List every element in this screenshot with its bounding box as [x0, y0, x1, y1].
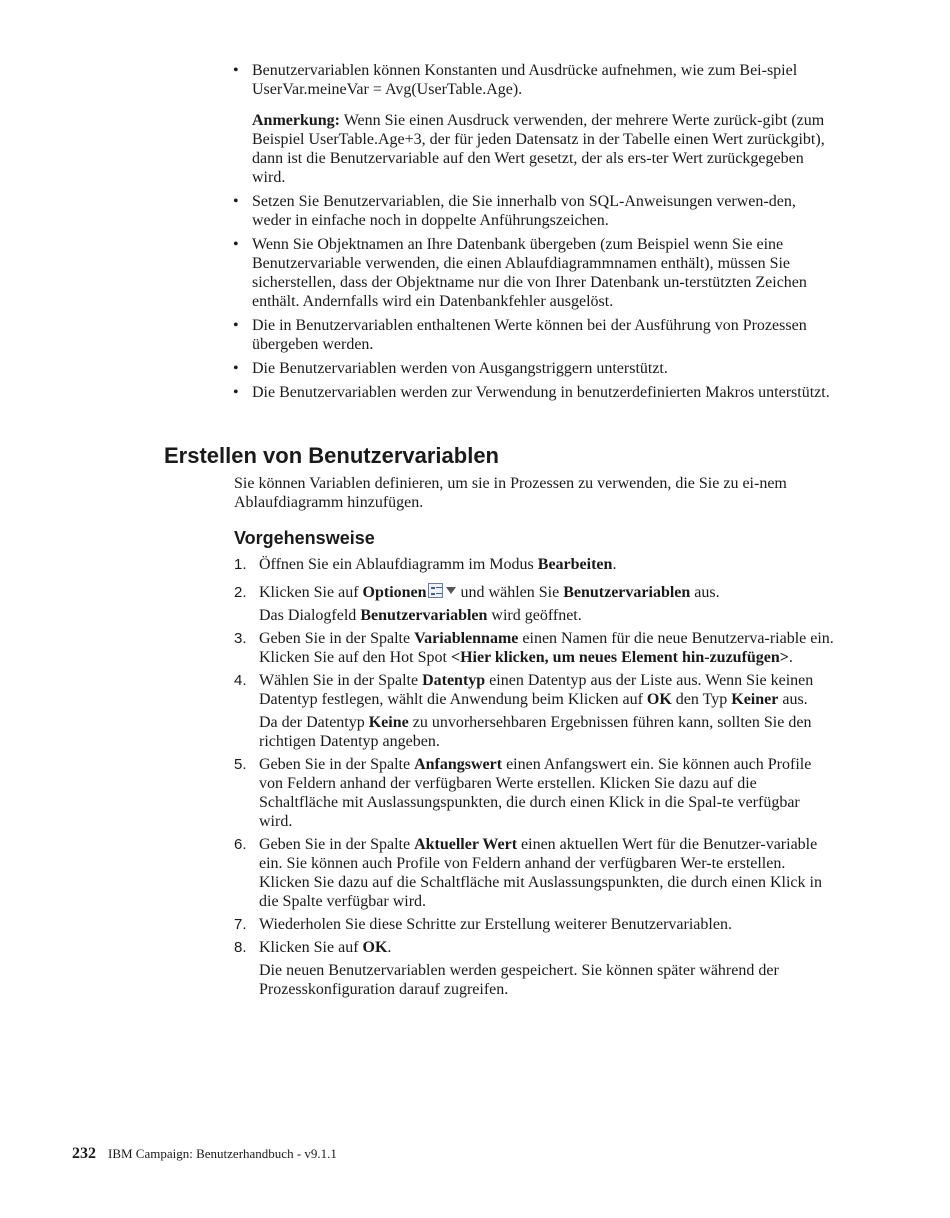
step-item: [234, 835, 834, 911]
note: [252, 111, 833, 187]
step-number: 3.: [234, 630, 247, 647]
note-label: Anmerkung:: [252, 112, 341, 129]
list-item: [233, 359, 833, 378]
step-item: [234, 671, 834, 751]
section-title: Erstellen von Benutzervariablen: [164, 443, 499, 468]
options-menu-icon: [427, 583, 457, 600]
intro-paragraph: Sie können Variablen definieren, um sie in Prozessen zu verwenden, die Sie zu ei-nem Ablaufdiagramm hinzufügen.: [234, 475, 787, 511]
step-bold: Benutzervariablen: [360, 607, 488, 624]
bullet-text: Die Benutzervariablen werden von Ausgangstriggern unterstützt.: [252, 360, 668, 377]
step-number: 2.: [234, 584, 247, 601]
step-text: Geben Sie in der Spalte: [259, 836, 415, 853]
list-item: [233, 316, 833, 354]
bullet-text: Die Benutzervariablen werden zur Verwendung in benutzerdefinierten Makros unterstützt.: [252, 384, 830, 401]
note-text: Wenn Sie einen Ausdruck verwenden, der mehrere Werte zurück-gibt (zum Beispiel UserTable.Age+3, der für jeden Datensatz in der Tabelle einen Wert zurückgibt), dann ist die Benutzervariable auf den Wert gesetzt, der als ers-ter Wert zurückgegeben wird.: [252, 112, 825, 186]
bullet-marker: •: [233, 360, 239, 377]
step-bold: Aktueller Wert: [414, 836, 518, 853]
step-text: einen Namen für die neue Benutzerva-riable ein. Klicken Sie auf den Hot Spot: [259, 630, 834, 666]
step-text: einen Anfangswert ein. Sie können auch Profile von Feldern anhand der verfügbaren Werte erstellen. Klicken Sie dazu auf die Schaltfläche mit Auslassungspunkten, die durch einen Klick in die Spal-te verfügbar wird.: [259, 756, 812, 830]
step-item: [234, 583, 834, 625]
step-result: [259, 713, 834, 751]
step-text: Wählen Sie in der Spalte: [259, 672, 423, 689]
step-bold: OK: [646, 691, 672, 708]
list-item: [233, 235, 833, 311]
step-bold: Benutzervariablen: [563, 584, 691, 601]
footer-title: IBM Campaign: Benutzerhandbuch - v9.1.1: [108, 1146, 337, 1161]
step-text: Da der Datentyp: [259, 714, 369, 731]
step-text: einen aktuellen Wert für die Benutzer-variable ein. Sie können auch Profile von Feldern anhand der verfügbaren Wer-te erstellen. Klicken Sie dazu auf die Schaltfläche mit Auslassungspunkten, die durch einen Klick in die Spalte verfügbar wird.: [259, 836, 822, 910]
step-text: Geben Sie in der Spalte: [259, 630, 415, 647]
step-bold: Keine: [368, 714, 409, 731]
step-text: zu unvorhersehbaren Ergebnissen führen kann, sollten Sie den richtigen Datentyp angeben.: [259, 714, 812, 750]
bullet-marker: •: [233, 62, 239, 79]
step-text: wird geöffnet.: [487, 607, 582, 624]
step-number: 6.: [234, 836, 247, 853]
step-number: 8.: [234, 939, 247, 956]
step-item: [234, 938, 834, 999]
step-text: Geben Sie in der Spalte: [259, 756, 415, 773]
step-result: [259, 606, 834, 625]
step-text: den Typ: [671, 691, 732, 708]
bullet-marker: •: [233, 236, 239, 253]
step-text: .: [612, 556, 617, 573]
step-text: Klicken Sie auf: [259, 584, 363, 601]
bullet-text: Wenn Sie Objektnamen an Ihre Datenbank übergeben (zum Beispiel wenn Sie eine Benutzervariable verwenden, die einen Ablaufdiagrammnamen enthält), müssen Sie sicherstellen, dass der Objektname nur die von Ihrer Datenbank un-terstützten Zeichen enthält. Andernfalls wird ein Datenbankfehler ausgelöst.: [252, 236, 807, 310]
step-bold: Variablenname: [414, 630, 519, 647]
list-item: [233, 192, 833, 230]
step-bold: Bearbeiten: [537, 556, 613, 573]
page-number: 232: [72, 1145, 96, 1162]
step-text: Wiederholen Sie diese Schritte zur Erstellung weiterer Benutzervariablen.: [259, 916, 732, 933]
step-item: [234, 755, 834, 831]
step-bold: Anfangswert: [414, 756, 503, 773]
step-number: 7.: [234, 916, 247, 933]
step-result: Die neuen Benutzervariablen werden gespeichert. Sie können später während der Prozesskonfiguration darauf zugreifen.: [259, 962, 779, 998]
steps-list: [234, 555, 834, 1003]
bullet-text: Die in Benutzervariablen enthaltenen Werte können bei der Ausführung von Prozessen übergeben werden.: [252, 317, 807, 353]
step-text: einen Datentyp aus der Liste aus. Wenn Sie keinen Datentyp festlegen, wählt die Anwendung beim Klicken auf: [259, 672, 814, 708]
step-number: 4.: [234, 672, 247, 689]
step-bold: Optionen: [362, 584, 427, 601]
bullet-list: [233, 61, 833, 407]
procedure-heading: Vorgehensweise: [234, 528, 375, 548]
step-text: aus.: [778, 691, 808, 708]
step-text: Klicken Sie auf: [259, 939, 363, 956]
step-item: [234, 555, 834, 574]
step-text: .: [788, 649, 793, 666]
list-item: [233, 383, 833, 402]
bullet-marker: •: [233, 317, 239, 334]
list-item: [233, 61, 833, 187]
step-bold: <Hier klicken, um neues Element hin-zuzufügen>: [450, 649, 789, 666]
step-bold: Datentyp: [422, 672, 486, 689]
step-number: 5.: [234, 756, 247, 773]
bullet-marker: •: [233, 384, 239, 401]
bullet-text: Benutzervariablen können Konstanten und Ausdrücke aufnehmen, wie zum Bei-spiel UserVar.meineVar = Avg(UserTable.Age).: [252, 62, 798, 98]
step-item: [234, 915, 834, 934]
bullet-text: Setzen Sie Benutzervariablen, die Sie innerhalb von SQL-Anweisungen verwen-den, weder in einfache noch in doppelte Anführungszeichen.: [252, 193, 796, 229]
step-bold: Keiner: [731, 691, 779, 708]
step-text: und wählen Sie: [456, 584, 564, 601]
step-number: 1.: [234, 556, 247, 573]
bullet-marker: •: [233, 193, 239, 210]
step-text: Öffnen Sie ein Ablaufdiagramm im Modus: [259, 556, 538, 573]
step-text: .: [387, 939, 392, 956]
step-item: [234, 629, 834, 667]
step-bold: OK: [362, 939, 388, 956]
step-text: aus.: [690, 584, 720, 601]
step-text: Das Dialogfeld: [259, 607, 361, 624]
page-footer: [72, 1145, 337, 1163]
